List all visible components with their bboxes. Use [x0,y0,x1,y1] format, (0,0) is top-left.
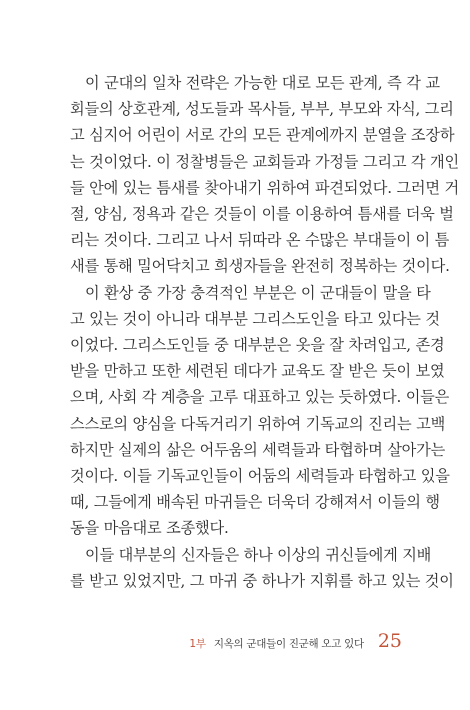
text-line: 것이다. 이들 기독교인들이 어둠의 세력들과 타협하고 있을 [70,467,450,486]
text-line: 이들 대부분의 신자들은 하나 이상의 귀신들에게 지배 [85,545,432,564]
text-line: 이었다. 그리스도인들 중 대부분은 옷을 잘 차려입고, 존경 [70,336,445,355]
text-line: 들 안에 있는 틈새를 찾아내기 위하여 파견되었다. 그러면 거 [70,178,459,197]
text-line: 이 환상 중 가장 충격적인 부분은 이 군대들이 말을 타 [85,283,431,302]
footer-chapter-title: 지옥의 군대들이 진군해 오고 있다 [213,638,364,650]
footer-part-label: 1부 [189,638,206,650]
text-line: 받을 만하고 또한 세련된 데다가 교육도 잘 받은 듯이 보였 [70,362,445,381]
text-line: 고 심지어 어린이 서로 간의 모든 관계에까지 분열을 조장하 [70,126,455,145]
text-line: 스스로의 양심을 다독거리기 위하여 기독교의 진리는 고백 [70,414,446,433]
text-line: 하지만 실제의 삶은 어두움의 세력들과 타협하며 살아가는 [70,440,446,459]
text-line: 절, 양심, 정욕과 같은 것들이 이를 이용하여 틈새를 더욱 벌 [70,205,454,224]
text-line: 때, 그들에게 배속된 마귀들은 더욱더 강해져서 이들의 행 [70,493,440,512]
page-footer [189,630,402,652]
text-line: 를 받고 있었지만, 그 마귀 중 하나가 지휘를 하고 있는 것이 [70,571,454,590]
text-line: 으며, 사회 각 계층을 고루 대표하고 있는 듯하였다. 이들은 [70,388,450,407]
text-line: 동을 마음대로 조종했다. [70,519,229,538]
page-number: 25 [377,630,402,652]
text-line: 고 있는 것이 아니라 대부분 그리스도인을 타고 있다는 것 [70,309,440,328]
text-line: 는 것이었다. 이 정찰병들은 교회들과 가정들 그리고 각 개인 [70,152,459,171]
text-line: 리는 것이다. 그리고 나서 뒤따라 온 수많은 부대들이 이 틈 [70,231,450,250]
text-line: 회들의 상호관계, 성도들과 목사들, 부부, 부모와 자식, 그리 [70,100,454,119]
body-text [70,70,459,594]
text-line: 이 군대의 일차 전략은 가능한 대로 모든 관계, 즉 각 교 [85,74,440,92]
text-line: 새를 통해 밀어닥치고 희생자들을 완전히 정복하는 것이다. [70,257,450,276]
